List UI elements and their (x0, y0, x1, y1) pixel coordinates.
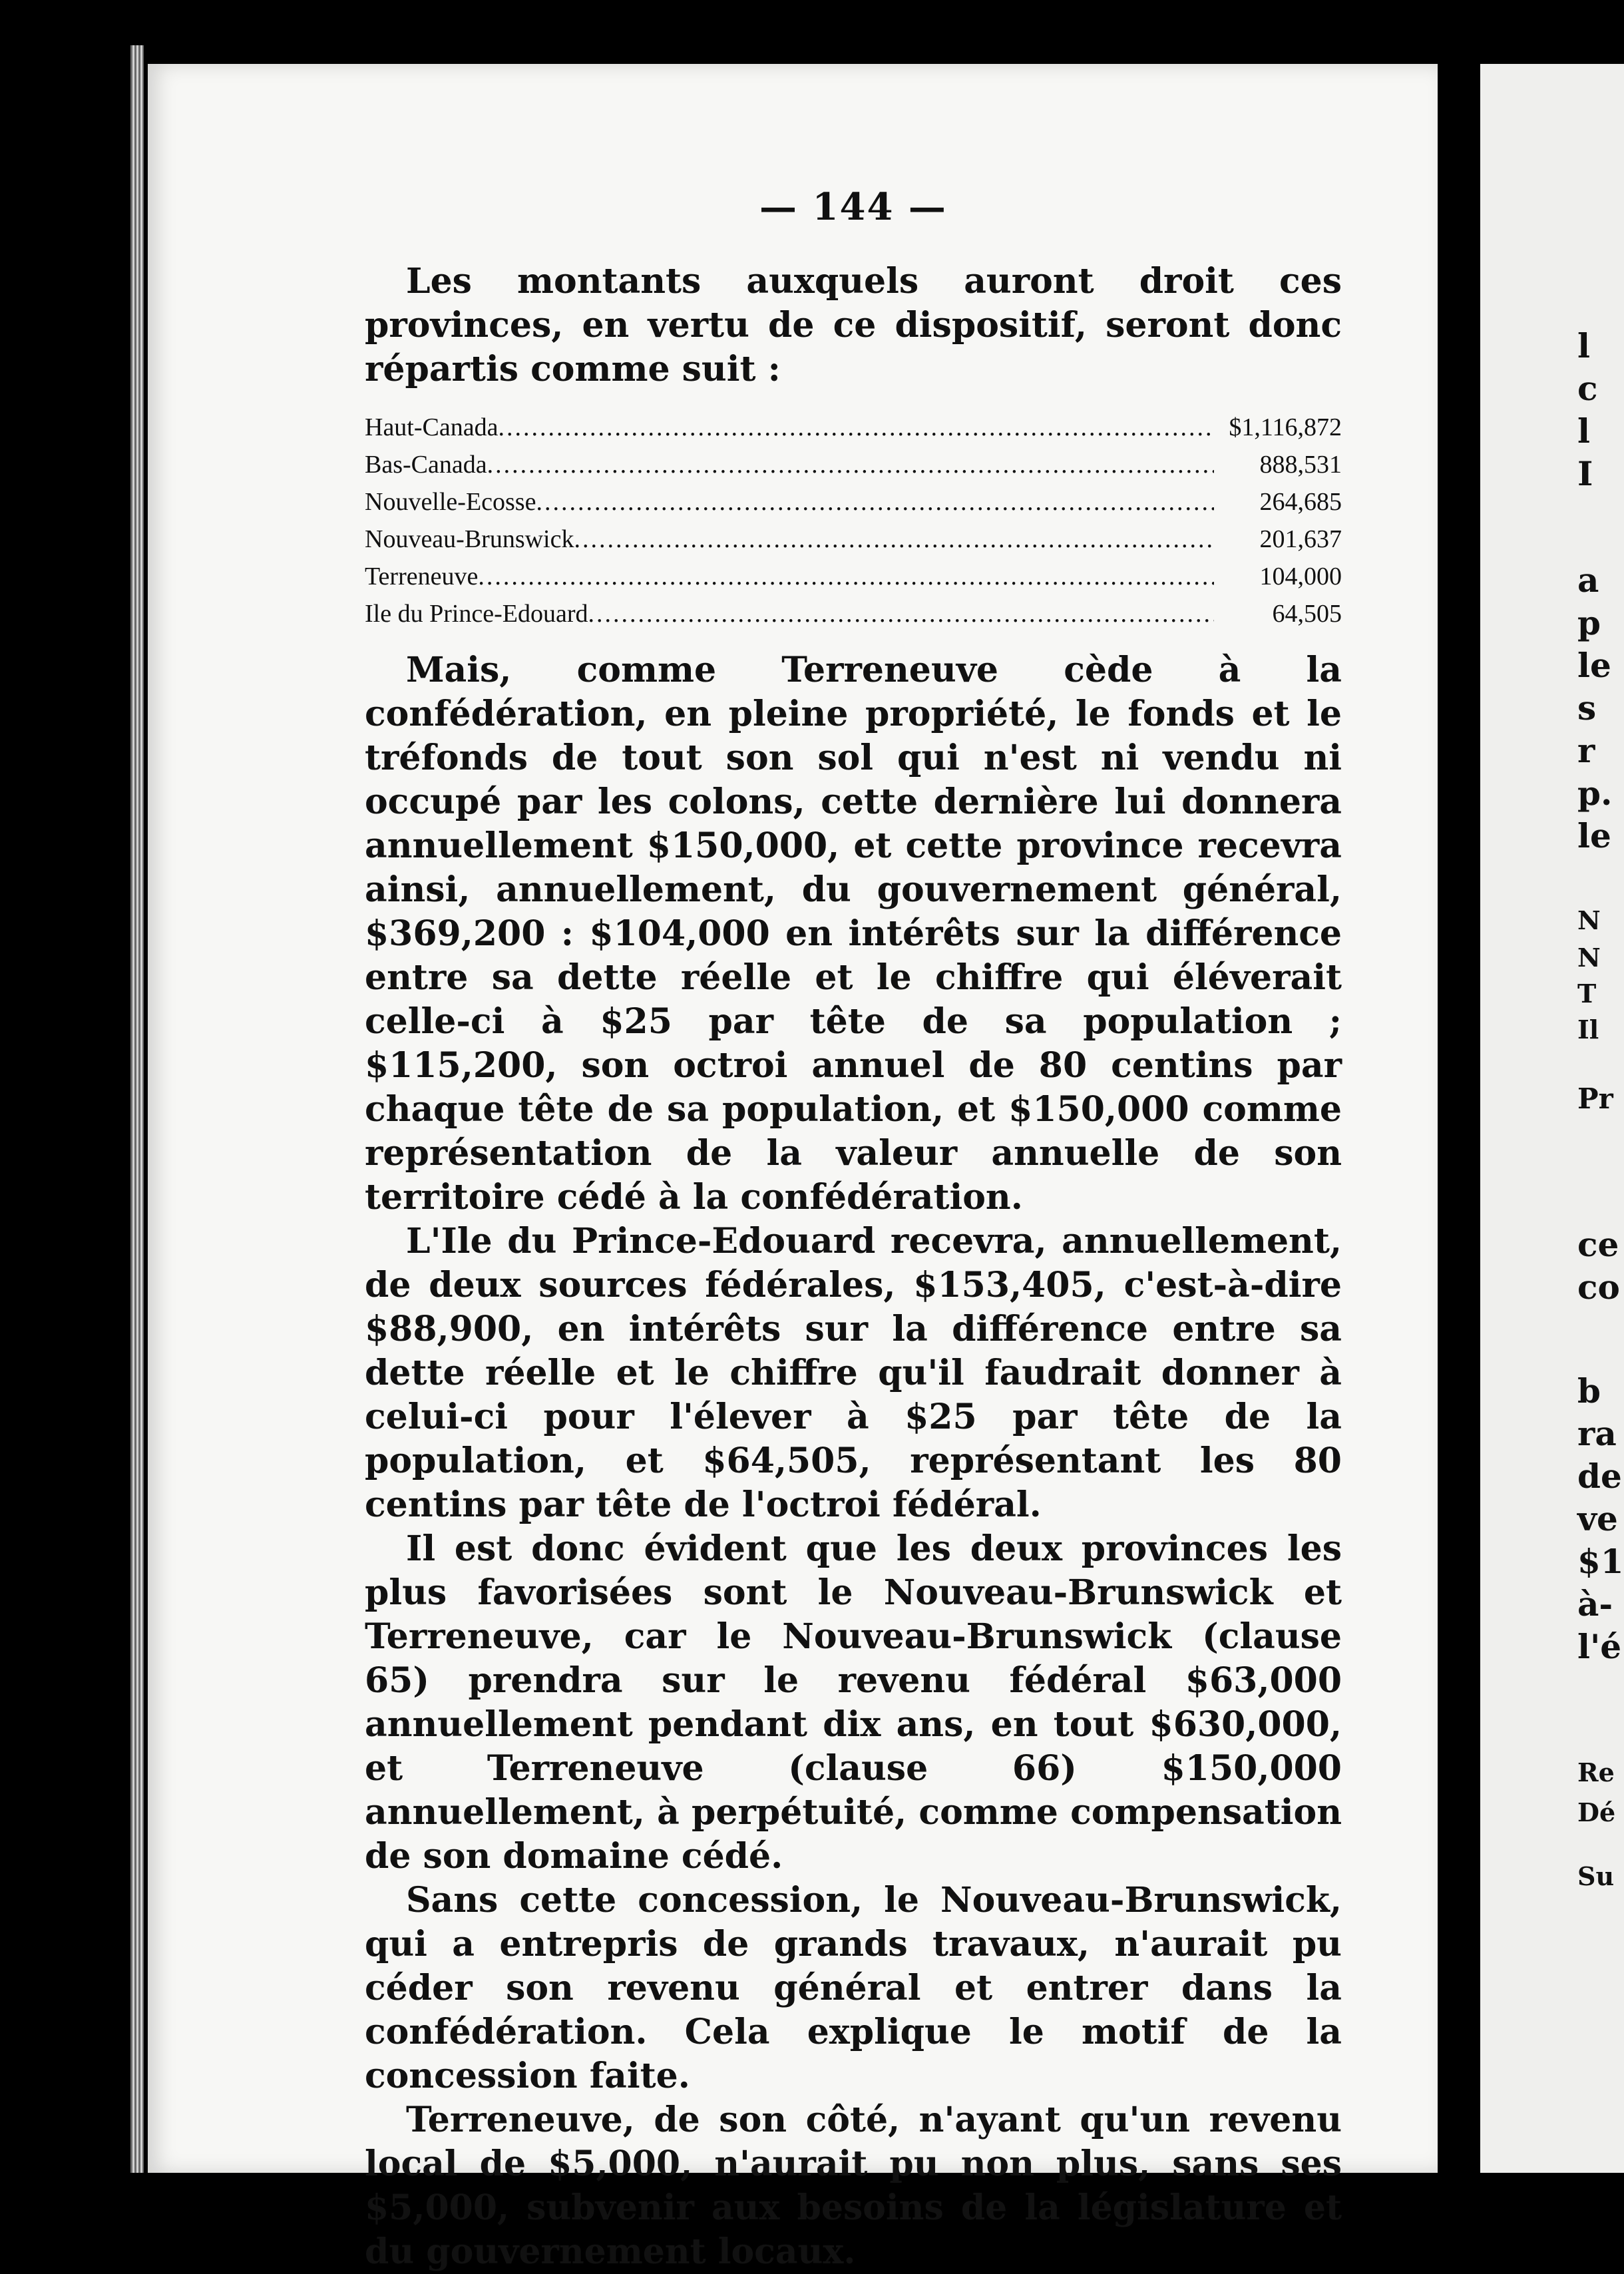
dot-leader (478, 558, 1214, 595)
dot-leader (574, 521, 1214, 558)
fragment: Dé (1577, 1797, 1616, 1827)
table-row (365, 409, 1342, 446)
fragment: s (1577, 688, 1597, 728)
province-amount: 64,505 (1272, 600, 1342, 628)
body-paragraph: Sans cette concession, le Nouveau-Brunswick, qui a entrepris de grands travaux, n'aurait pu céder son revenu général et entrer dans la confédération. Cela explique le motif de la concession faite. (365, 1880, 1342, 2096)
dot-leader (498, 409, 1214, 446)
fragment: $1 (1577, 1542, 1624, 1581)
table-row (365, 558, 1342, 595)
fragment: a (1577, 561, 1599, 600)
right-page-fragments (1577, 0, 1624, 2221)
province-name: Nouvelle-Ecosse (365, 488, 536, 516)
body-paragraph: Il est donc évident que les deux provinces les plus favorisées sont le Nouveau-Brunswick et Terreneuve, car le Nouveau-Brunswick (clause 65) prendra sur le revenu fédéral $63,000 annuellement pendant dix ans, en tout $630,000, et Terreneuve (clause 66) $150,000 annuellement, à perpétuité, comme compensation de son domaine cédé. (365, 1528, 1342, 1877)
fragment: Su (1577, 1861, 1615, 1891)
book-gutter (1438, 45, 1480, 2221)
fragment: l (1577, 326, 1590, 365)
province-amount: 888,531 (1259, 451, 1342, 479)
fragment: Il (1577, 1015, 1599, 1044)
fragment: l (1577, 411, 1590, 451)
fragment: Re (1577, 1757, 1615, 1787)
fragment: p. (1577, 774, 1613, 813)
fragment: T (1577, 979, 1597, 1009)
fragment: le (1577, 646, 1611, 685)
province-name: Haut-Canada (365, 413, 499, 441)
fragment: Pr (1577, 1082, 1613, 1115)
province-amount: 201,637 (1259, 525, 1342, 553)
fragment: N (1577, 943, 1601, 973)
province-amount: $1,116,872 (1229, 413, 1342, 441)
page-number: — 144 — (759, 185, 947, 229)
fragment: co (1577, 1267, 1620, 1307)
table-row (365, 446, 1342, 483)
dot-leader (588, 595, 1214, 632)
fragment: ce (1577, 1225, 1619, 1264)
fragment: à- (1577, 1584, 1613, 1624)
fragment: I (1577, 454, 1593, 493)
province-amount: 264,685 (1259, 488, 1342, 516)
left-page-edge (130, 45, 144, 2173)
fragment: r (1577, 731, 1595, 770)
fragment: ve (1577, 1499, 1618, 1538)
province-name: Bas-Canada (365, 451, 487, 479)
province-name: Ile du Prince-Edouard (365, 600, 588, 628)
table-row (365, 595, 1342, 632)
province-name: Nouveau-Brunswick (365, 525, 574, 553)
page-text-block (365, 185, 1342, 2274)
fragment: N (1577, 905, 1601, 935)
fragment: b (1577, 1371, 1601, 1411)
body-paragraph: Mais, comme Terreneuve cède à la confédération, en pleine propriété, le fonds et le tréfonds de tout son sol qui n'est ni vendu ni occupé par les colons, cette dernière lui donnera annuellement $150,000, et cette province recevra ainsi, annuellement, du gouvernement général, $369,200 : $104,000 en intérêts sur la différence entre sa dette réelle et le chiffre qui éléverait celle-ci à $25 par tête de sa population ; $115,200, son octroi annuel de 80 centins par chaque tête de sa population, et $150,000 comme représentation de la valeur annuelle de son territoire cédé à la confédération. (365, 650, 1342, 1218)
fragment: l'é (1577, 1627, 1622, 1666)
intro-paragraph: Les montants auxquels auront droit ces provinces, en vertu de ce dispositif, seront donc répartis comme suit : (365, 261, 1342, 389)
table-row (365, 521, 1342, 558)
table-row (365, 483, 1342, 521)
body-paragraph: Terreneuve, de son côté, n'ayant qu'un revenu local de $5,000, n'aurait pu non plus, sans ses $5,000, subvenir aux besoins de la législature et du gouvernement locaux. (365, 2100, 1342, 2272)
dot-leader (536, 483, 1214, 521)
body-paragraph: L'Ile du Prince-Edouard recevra, annuellement, de deux sources fédérales, $153,405, c'est-à-dire $88,900, en intérêts sur la différence entre sa dette réelle et le chiffre qu'il faudrait donner à celui-ci pour l'élever à $25 par tête de la population, et $64,505, représentant les 80 centins par tête de l'octroi fédéral. (365, 1221, 1342, 1525)
province-amount: 104,000 (1259, 563, 1342, 590)
fragment: ra (1577, 1414, 1617, 1453)
fragment: de (1577, 1457, 1622, 1496)
fragment: le (1577, 816, 1611, 855)
dot-leader (487, 446, 1214, 483)
fragment: p (1577, 603, 1601, 642)
fragment: c (1577, 369, 1598, 408)
province-name: Terreneuve (365, 563, 479, 590)
allocation-table (365, 409, 1342, 632)
